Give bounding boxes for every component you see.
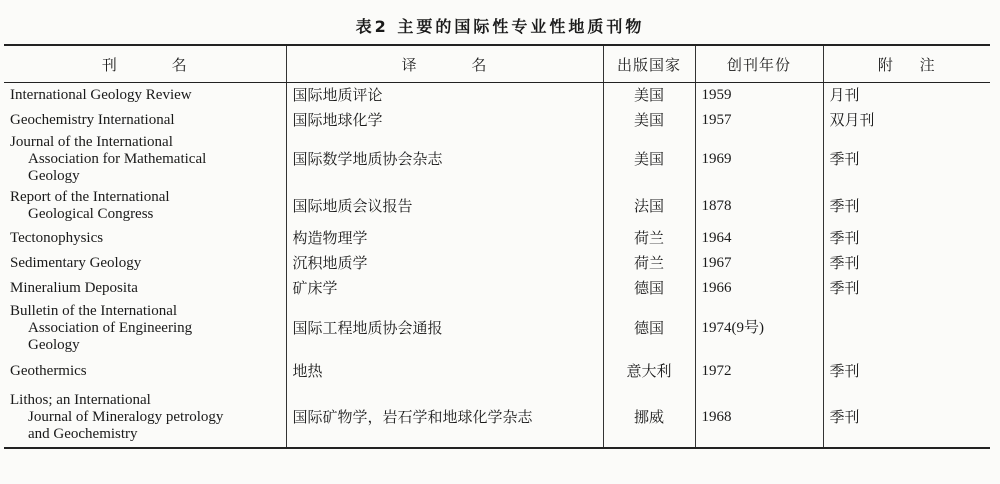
cell-country: 荷兰	[603, 226, 695, 251]
cell-country: 美国	[603, 133, 695, 187]
table-row	[4, 108, 990, 133]
journal-name-line: International Geology Review	[10, 86, 192, 103]
table-row	[4, 301, 990, 356]
journal-name-line: Mineralium Deposita	[10, 279, 138, 296]
cell-year: 1972	[695, 356, 823, 388]
cell-translation: 沉积地质学	[286, 251, 603, 276]
cell-translation: 国际地质会议报告	[286, 187, 603, 226]
cell-year: 1878	[695, 187, 823, 226]
journals-table	[4, 44, 990, 449]
cell-journal-name	[4, 133, 286, 187]
cell-country: 挪威	[603, 388, 695, 448]
cell-year: 1967	[695, 251, 823, 276]
cell-year: 1957	[695, 108, 823, 133]
cell-country: 美国	[603, 108, 695, 133]
table-row	[4, 276, 990, 301]
cell-journal-name	[4, 301, 286, 356]
cell-translation: 国际地球化学	[286, 108, 603, 133]
cell-journal-name	[4, 108, 286, 133]
cell-translation: 地热	[286, 356, 603, 388]
cell-journal-name	[4, 251, 286, 276]
cell-year: 1968	[695, 388, 823, 448]
cell-translation: 矿床学	[286, 276, 603, 301]
cell-translation: 构造物理学	[286, 226, 603, 251]
header-country: 出版国家	[603, 45, 695, 83]
cell-note: 季刊	[823, 251, 990, 276]
header-note: 附 注	[823, 45, 990, 83]
header-name: 刊 名	[4, 45, 286, 83]
cell-journal-name	[4, 356, 286, 388]
journal-name-line: Journal of Mineralogy petrology	[28, 408, 224, 425]
cell-year: 1959	[695, 83, 823, 108]
cell-country: 意大利	[603, 356, 695, 388]
cell-note	[823, 301, 990, 356]
header-year: 创刊年份	[695, 45, 823, 83]
cell-year: 1964	[695, 226, 823, 251]
cell-year: 1969	[695, 133, 823, 187]
table-row	[4, 388, 990, 448]
cell-year: 1974(9号)	[695, 301, 823, 356]
table-row	[4, 356, 990, 388]
journal-name-line: Bulletin of the International	[10, 302, 178, 319]
journal-name-line: Sedimentary Geology	[10, 254, 142, 271]
header-row	[4, 45, 990, 83]
table-row	[4, 83, 990, 108]
cell-translation: 国际地质评论	[286, 83, 603, 108]
journal-name-line: Geological Congress	[28, 206, 154, 222]
journal-name-line: Report of the International	[10, 189, 170, 205]
journal-name-line: Tectonophysics	[10, 229, 104, 246]
cell-note: 月刊	[823, 83, 990, 108]
cell-country: 德国	[603, 301, 695, 356]
cell-note: 季刊	[823, 187, 990, 226]
cell-note: 季刊	[823, 388, 990, 448]
cell-journal-name	[4, 83, 286, 108]
table-caption: 表2 主要的国际性专业性地质刊物	[355, 17, 645, 36]
cell-journal-name	[4, 226, 286, 251]
journal-name-line: and Geochemistry	[28, 425, 138, 442]
cell-note: 季刊	[823, 276, 990, 301]
cell-journal-name	[4, 187, 286, 226]
journal-name-line: Journal of the International	[10, 134, 173, 150]
cell-country: 德国	[603, 276, 695, 301]
journal-name-line: Geology	[28, 168, 80, 184]
journal-name-line: Geology	[28, 336, 80, 353]
table-row	[4, 133, 990, 187]
cell-journal-name	[4, 276, 286, 301]
header-translation: 译 名	[286, 45, 603, 83]
cell-country: 荷兰	[603, 251, 695, 276]
cell-note: 季刊	[823, 356, 990, 388]
journal-name-line: Lithos; an International	[10, 391, 151, 408]
cell-translation: 国际矿物学，岩石学和地球化学杂志	[286, 388, 603, 448]
journal-name-line: Geochemistry International	[10, 111, 175, 128]
cell-translation: 国际数学地质协会杂志	[286, 133, 603, 187]
cell-journal-name	[4, 388, 286, 448]
journal-name-line: Association of Engineering	[28, 319, 193, 336]
table-row	[4, 251, 990, 276]
journal-name-line: Association for Mathematical	[28, 151, 207, 167]
table-row	[4, 226, 990, 251]
cell-note: 季刊	[823, 226, 990, 251]
journal-name-line: Geothermics	[10, 363, 87, 379]
cell-note: 季刊	[823, 133, 990, 187]
cell-note: 双月刊	[823, 108, 990, 133]
cell-country: 法国	[603, 187, 695, 226]
table-row	[4, 187, 990, 226]
cell-translation: 国际工程地质协会通报	[286, 301, 603, 356]
cell-year: 1966	[695, 276, 823, 301]
cell-country: 美国	[603, 83, 695, 108]
